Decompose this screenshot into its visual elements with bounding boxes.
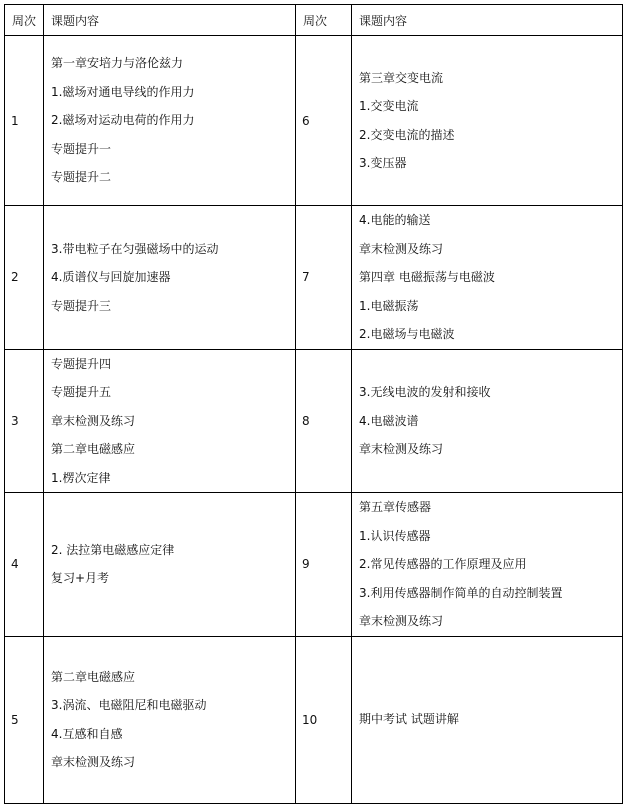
topic-line: 第二章电磁感应	[51, 669, 136, 684]
topic-line: 2.电磁场与电磁波	[359, 327, 455, 341]
topic-line: 第五章传感器	[359, 500, 432, 514]
topic-line: 3.利用传感器制作简单的自动控制装置	[359, 585, 563, 600]
week-number-left: 4	[5, 493, 44, 637]
topic-cell-right	[352, 493, 623, 637]
topic-line: 章末检测及练习	[359, 614, 444, 628]
topic-line: 2.磁场对运动电荷的作用力	[51, 113, 195, 128]
week-number-right: 8	[296, 349, 352, 493]
topic-line: 章末检测及练习	[359, 442, 444, 456]
topic-line: 3.变压器	[359, 156, 407, 170]
week-number-right: 7	[296, 206, 352, 350]
week-number-left: 2	[5, 206, 44, 350]
week-number-right: 6	[296, 36, 352, 206]
week-number-right: 10	[296, 636, 352, 803]
header-content-left: 课题内容	[44, 5, 296, 36]
topic-line: 复习+月考	[51, 571, 110, 586]
topic-cell-left	[44, 36, 296, 206]
table-row	[5, 493, 623, 637]
topic-line: 4.电能的输送	[359, 213, 431, 227]
topic-line: 1.认识传感器	[359, 528, 431, 543]
header-content-right: 课题内容	[352, 5, 623, 36]
topic-line: 1.交变电流	[359, 99, 419, 113]
table-row	[5, 206, 623, 350]
topic-line: 1.磁场对通电导线的作用力	[51, 84, 195, 99]
table-row	[5, 36, 623, 206]
topic-line: 专题提升五	[51, 385, 112, 399]
week-number-right: 9	[296, 493, 352, 637]
topic-cell-right	[352, 206, 623, 350]
topic-line: 第四章 电磁振荡与电磁波	[359, 270, 495, 284]
topic-line: 章末检测及练习	[51, 413, 136, 428]
topic-line: 3.无线电波的发射和接收	[359, 385, 491, 399]
topic-cell-left	[44, 493, 296, 637]
topic-line: 第一章安培力与洛伦兹力	[51, 56, 184, 71]
topic-line: 4.互感和自感	[51, 726, 123, 741]
topic-cell-left	[44, 206, 296, 350]
header-week-right: 周次	[296, 5, 352, 36]
table-row	[5, 636, 623, 803]
week-number-left: 1	[5, 36, 44, 206]
topic-line: 3.带电粒子在匀强磁场中的运动	[51, 241, 219, 256]
topic-line: 第二章电磁感应	[51, 442, 136, 456]
topic-line: 1.楞次定律	[51, 470, 111, 485]
header-row	[5, 5, 623, 36]
week-number-left: 3	[5, 349, 44, 493]
topic-line: 1.电磁振荡	[359, 298, 419, 313]
topic-line: 章末检测及练习	[51, 755, 136, 769]
topic-cell-left	[44, 636, 296, 803]
table-row	[5, 349, 623, 493]
topic-cell-right	[352, 636, 623, 803]
topic-line: 章末检测及练习	[359, 241, 444, 256]
topic-cell-right	[352, 36, 623, 206]
topic-line: 2.交变电流的描述	[359, 127, 455, 142]
topic-line: 专题提升三	[51, 298, 112, 313]
topic-line: 2.常见传感器的工作原理及应用	[359, 557, 527, 571]
topic-line: 第三章交变电流	[359, 70, 444, 85]
topic-line: 专题提升四	[51, 356, 112, 371]
topic-line: 专题提升一	[51, 141, 112, 156]
header-week-left: 周次	[5, 5, 44, 36]
topic-line: 专题提升二	[51, 170, 112, 185]
schedule-table	[4, 4, 623, 804]
topic-line: 期中考试 试题讲解	[359, 712, 459, 727]
topic-cell-left	[44, 349, 296, 493]
topic-line: 4.质谱仪与回旋加速器	[51, 270, 171, 284]
topic-line: 3.涡流、电磁阻尼和电磁驱动	[51, 698, 207, 712]
topic-line: 4.电磁波谱	[359, 413, 419, 428]
week-number-left: 5	[5, 636, 44, 803]
topic-cell-right	[352, 349, 623, 493]
topic-line: 2. 法拉第电磁感应定律	[51, 542, 175, 557]
